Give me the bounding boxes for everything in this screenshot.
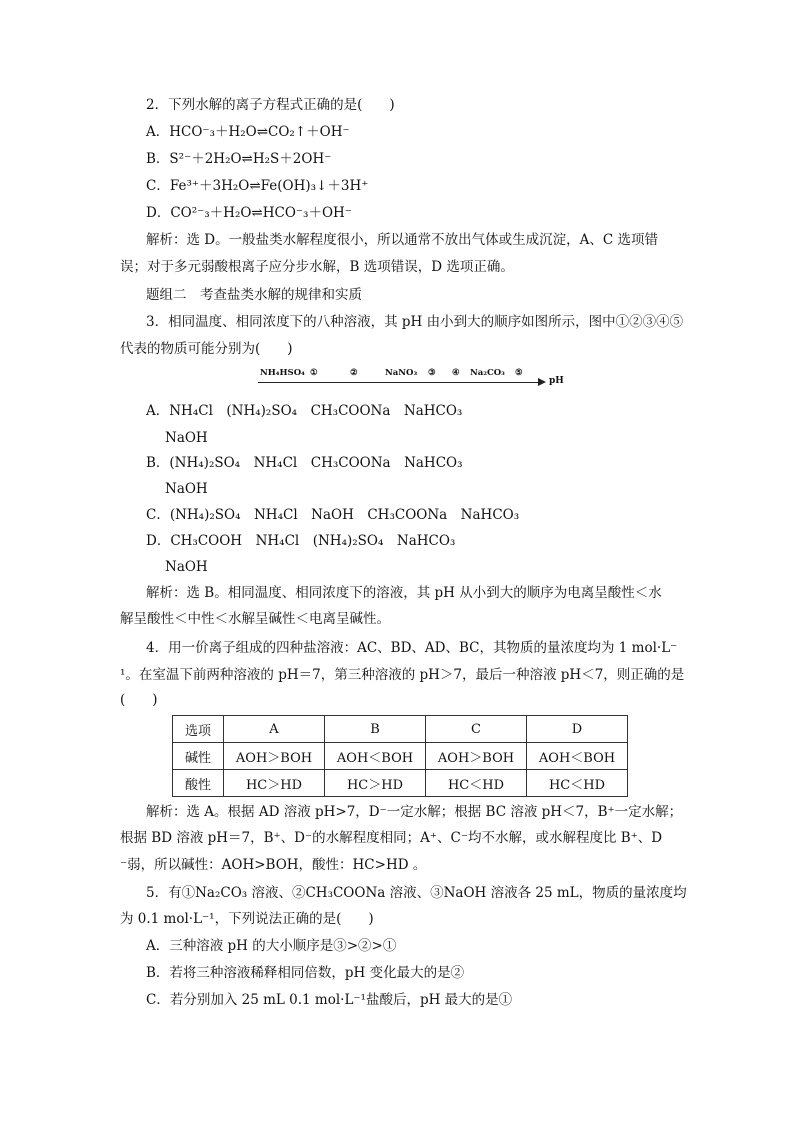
table-cell: AOH＞BOH	[426, 743, 527, 770]
q3-option-b-line-2: NaOH	[165, 481, 208, 497]
axis-label-na2co3: Na₂CO₃	[470, 368, 505, 378]
q4-analysis-line-3: ⁻弱，所以碱性：AOH>BOH，酸性：HC>HD 。	[120, 857, 427, 873]
q3-analysis-line-1: 解析：选 B。相同温度、相同浓度下的溶液，其 pH 从小到大的顺序为电离呈酸性＜水	[146, 585, 662, 601]
q3-option-a-line-1: A．NH₄Cl (NH₄)₂SO₄ CH₃COONa NaHCO₃	[146, 403, 463, 419]
q4-stem-line-3: ( )	[120, 692, 158, 708]
axis-line	[258, 382, 540, 383]
table-cell: AOH＞BOH	[224, 743, 325, 770]
ph-order-axis	[258, 362, 564, 392]
arrow-right-icon	[538, 378, 546, 386]
q5-stem-line-1: 5．有①Na₂CO₃ 溶液、②CH₃COONa 溶液、③NaOH 溶液各 25 mL，物质的量浓度均	[146, 885, 687, 901]
axis-label-1: ①	[310, 368, 318, 378]
q5-option-a: A．三种溶液 pH 的大小顺序是③>②>①	[146, 938, 397, 954]
q2-stem: 2．下列水解的离子方程式正确的是( )	[146, 97, 395, 113]
q4-options-table	[172, 715, 628, 797]
axis-label-3: ③	[428, 368, 436, 378]
table-header-cell: 选项	[173, 716, 224, 743]
axis-label-nano3: NaNO₃	[385, 368, 418, 378]
axis-label-ph: pH	[549, 376, 564, 386]
table-header-cell: A	[224, 716, 325, 743]
table-cell: 碱性	[173, 743, 224, 770]
table-cell: HC＞HD	[325, 770, 426, 797]
q4-stem-line-2: ¹。在室温下前两种溶液的 pH＝7，第三种溶液的 pH＞7，最后一种溶液 pH＜7，则正确的是	[120, 667, 685, 683]
q5-option-c: C．若分别加入 25 mL 0.1 mol·L⁻¹盐酸后，pH 最大的是①	[146, 992, 513, 1008]
q2-analysis-line-1: 解析：选 D。一般盐类水解程度很小，所以通常不放出气体或生成沉淀，A、C 选项错	[146, 232, 658, 248]
q2-option-a: A．HCO⁻₃＋H₂O⇌CO₂↑＋OH⁻	[146, 124, 350, 140]
table-cell: AOH＜BOH	[527, 743, 628, 770]
table-header-cell: B	[325, 716, 426, 743]
q3-analysis-line-2: 解呈酸性＜中性＜水解呈碱性＜电离呈碱性。	[120, 611, 390, 627]
table-row	[173, 743, 628, 770]
axis-label-5: ⑤	[515, 368, 523, 378]
q2-option-d: D．CO²⁻₃＋H₂O⇌HCO⁻₃＋OH⁻	[146, 205, 352, 221]
q3-option-b-line-1: B．(NH₄)₂SO₄ NH₄Cl CH₃COONa NaHCO₃	[146, 455, 463, 471]
q3-option-c: C．(NH₄)₂SO₄ NH₄Cl NaOH CH₃COONa NaHCO₃	[146, 507, 520, 523]
axis-label-4: ④	[452, 368, 460, 378]
axis-label-nh4hso4: NH₄HSO₄	[260, 368, 305, 378]
q5-option-b: B．若将三种溶液稀释相同倍数，pH 变化最大的是②	[146, 965, 465, 981]
q4-analysis-line-1: 解析：选 A。根据 AD 溶液 pH>7，D⁻一定水解；根据 BC 溶液 pH＜7，B⁺一定水解；	[146, 804, 683, 820]
q4-stem-line-1: 4．用一价离子组成的四种盐溶液：AC、BD、AD、BC，其物质的量浓度均为 1 mol·L⁻	[146, 640, 678, 656]
table-header-row	[173, 716, 628, 743]
q4-analysis-line-2: 根据 BD 溶液 pH＝7，B⁺、D⁻的水解程度相同；A⁺、C⁻均不水解，或水解程度比 B⁺、D	[120, 830, 663, 846]
q2-analysis-line-2: 误；对于多元弱酸根离子应分步水解，B 选项错误，D 选项正确。	[120, 259, 514, 275]
q5-stem-line-2: 为 0.1 mol·L⁻¹，下列说法正确的是( )	[120, 911, 374, 927]
table-row	[173, 770, 628, 797]
table-header-cell: C	[426, 716, 527, 743]
q3-stem-line-2: 代表的物质可能分别为( )	[120, 341, 293, 357]
q3-stem-line-1: 3．相同温度、相同浓度下的八种溶液，其 pH 由小到大的顺序如图所示，图中①②③④⑤	[146, 314, 684, 330]
table-cell: HC＜HD	[527, 770, 628, 797]
group-title: 题组二 考查盐类水解的规律和实质	[146, 287, 362, 303]
table-cell: 酸性	[173, 770, 224, 797]
table-cell: HC＞HD	[224, 770, 325, 797]
q2-option-b: B．S²⁻＋2H₂O⇌H₂S＋2OH⁻	[146, 151, 332, 167]
table-cell: HC＜HD	[426, 770, 527, 797]
table-header-cell: D	[527, 716, 628, 743]
axis-label-2: ②	[350, 368, 358, 378]
q2-option-c: C．Fe³⁺＋3H₂O⇌Fe(OH)₃↓＋3H⁺	[146, 178, 369, 194]
q3-option-d-line-2: NaOH	[165, 559, 208, 575]
q3-option-d-line-1: D．CH₃COOH NH₄Cl (NH₄)₂SO₄ NaHCO₃	[146, 533, 456, 549]
q3-option-a-line-2: NaOH	[165, 430, 208, 446]
table-cell: AOH＜BOH	[325, 743, 426, 770]
